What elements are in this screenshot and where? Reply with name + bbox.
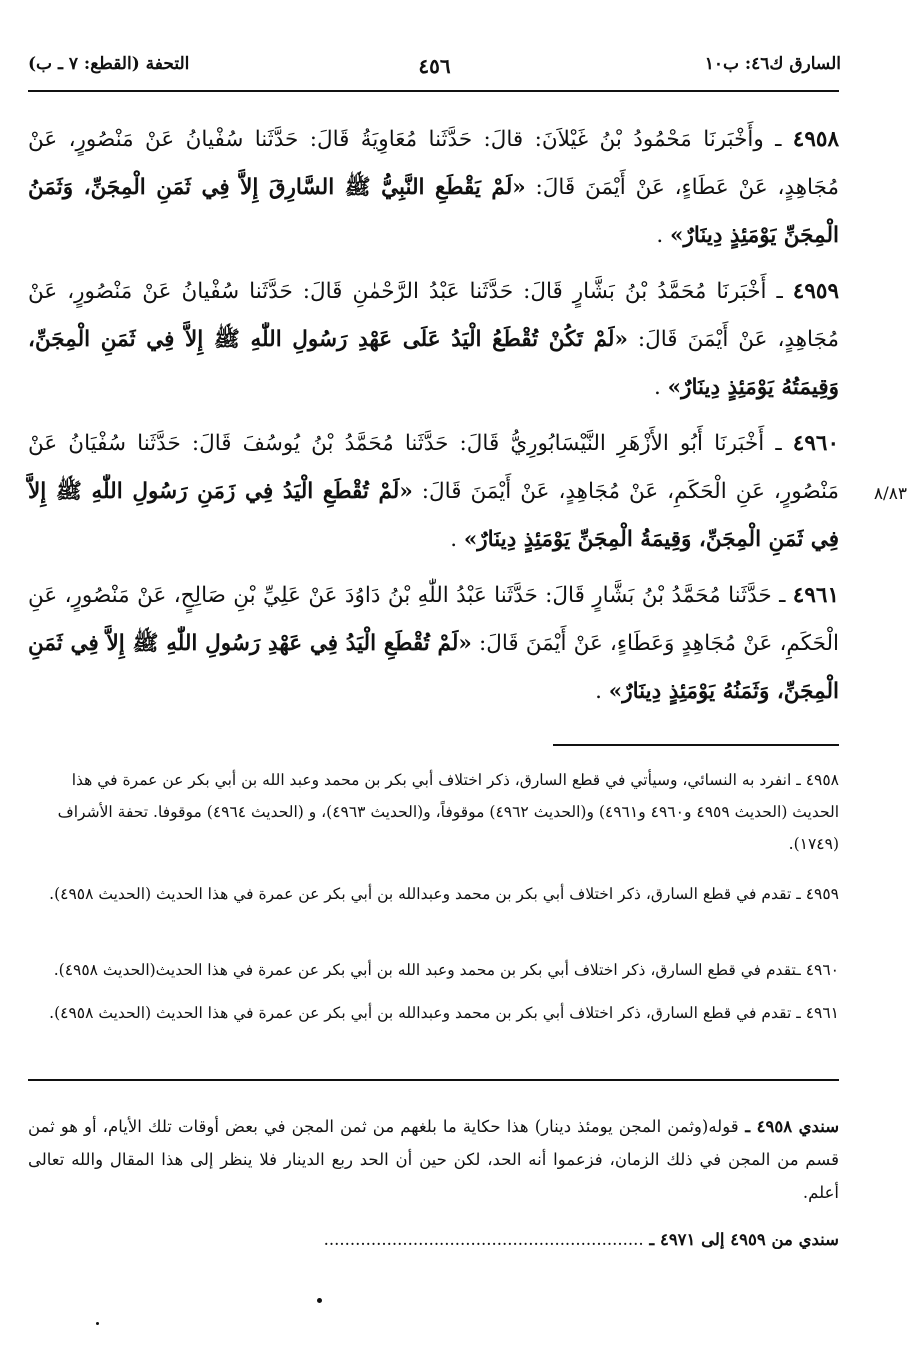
hadith-matn: «لَمْ يَقْطَعِ النَّبِيُّ ﷺ السَّارِقَ إِلاَّ فِي ثَمَنِ الْمِجَنِّ، وَثَمَنُ الْمِجَنِّ يَوْمَئِذٍ دِينَارٌ»: [28, 175, 839, 248]
footnote-separator: [553, 744, 839, 746]
hadith-isnad: ـ حَدَّثَنا مُحَمَّدُ بْنُ بَشَّارٍ قَالَ: حَدَّثَنا عَبْدُ اللّٰهِ بْنُ دَاوُدَ عَنْ عَلِيِّ بْنِ صَالِحٍ، عَنْ مَنْصُورٍ، عَنِ الْحَكَمِ، عَنْ مُجَاهِدٍ وَعَطَاءٍ، عَنْ أَيْمَنَ قَالَ:: [28, 583, 839, 656]
header-tuhfa-ref: التحفة (القطع: ٧ ـ ب): [28, 54, 190, 74]
hadith-number: ٤٩٥٨: [792, 127, 839, 152]
page-number: ٤٥٦: [418, 54, 451, 78]
header-chapter-ref: السارق ك٤٦: ب١٠: [704, 54, 841, 74]
footnote: ٤٩٥٩ ـ تقدم في قطع السارق، ذكر اختلاف أبي بكر بن محمد وعبدالله بن أبي بكر عن عمرة في هذا الحديث (الحديث ٤٩٥٨).: [49, 885, 839, 903]
footnote: ٤٩٥٨ ـ انفرد به النسائي، وسيأتي في قطع السارق، ذكر اختلاف أبي بكر بن محمد وعبد الله بن أبي بكر عن عمرة في هذا الحديث (الحديث ٤٩٥٩ و٤٩٦٠ و٤٩٦١) و(الحديث ٤٩٦٢) موقوفاً، و(الحديث ٤٩٦٣)، و (الحديث ٤٩٦٤) موقوفا. تحفة الأشراف (١٧٤٩).: [57, 771, 839, 853]
ink-speck: [96, 1322, 99, 1325]
sindi-range-label: سندي من ٤٩٥٩ إلى ٤٩٧١ ـ: [649, 1230, 839, 1249]
hadith-block: [28, 420, 839, 564]
commentary-separator: [28, 1079, 839, 1081]
dotted-leader: .............................................................: [323, 1230, 644, 1249]
hadith-matn: «لَمْ تُقْطَعِ الْيَدُ فِي زَمَنِ رَسُولِ اللّٰهِ ﷺ إِلاَّ فِي ثَمَنِ الْمِجَنِّ، وَقِيمَةُ الْمِجَنِّ يَوْمَئِذٍ دِينَارٌ»: [28, 479, 839, 552]
footnote: ٤٩٦١ ـ تقدم في قطع السارق، ذكر اختلاف أبي بكر بن محمد وعبدالله بن أبي بكر عن عمرة في هذا الحديث (الحديث ٤٩٥٨).: [49, 1004, 839, 1022]
hadith-end: .: [450, 527, 464, 552]
hadith-end: .: [595, 679, 609, 704]
hadith-number: ٤٩٥٩: [792, 279, 839, 304]
footnote: ٤٩٦٠ ـتقدم في قطع السارق، ذكر اختلاف أبي بكر بن محمد وعبد الله بن أبي بكر عن عمرة في هذا الحديث(الحديث ٤٩٥٨).: [53, 961, 839, 979]
sindi-text: قوله(وثمن المجن يومئذ دينار) هذا حكاية ما بلغهم من ثمن المجن في بعض أوقات تلك الأيام، أو هو ثمن قسم من المجن في ذلك الزمان، فزعموا أنه الحد، لكن حين أن الحد ربع الدينار فلا ينظر إلى هذا المقال والله تعالى أعلم.: [28, 1117, 839, 1202]
margin-volume-note: ٨/٨٣: [873, 484, 907, 504]
hadith-isnad: ـ وأَخْبَرنَا مَحْمُودُ بْنُ غَيْلاَنَ: قالَ: حَدَّثَنا مُعَاوِيَةُ قَالَ: حَدَّثَنا سُفْيانُ عَنْ مَنْصُورٍ، عَنْ مُجَاهِدٍ، عَنْ عَطَاءٍ، عَنْ أَيْمَنَ قَالَ:: [28, 127, 840, 200]
hadith-end: .: [653, 375, 668, 400]
sindi-commentary: [28, 1110, 839, 1209]
hadith-matn: «لَمْ تَكُنْ تُقْطَعُ الْيَدُ عَلَى عَهْدِ رَسُولِ اللّٰهِ ﷺ إِلاَّ فِي ثَمَنِ الْمِجَنِّ، وَقِيمَتُهُ يَوْمَئِذٍ دِينَارٌ»: [28, 327, 839, 400]
hadith-number: ٤٩٦١: [792, 583, 839, 608]
hadith-isnad: ـ أَخْبَرنَا مُحَمَّدُ بْنُ بَشَّارٍ قَالَ: حَدَّثَنا عَبْدُ الرَّحْمٰنِ قَالَ: حَدَّثَنا سُفْيانُ عَنْ مَنْصُورٍ، عَنْ مُجَاهِدٍ، عَنْ أَيْمَنَ قَالَ:: [28, 279, 839, 352]
hadith-isnad: ـ أَخْبَرنَا أَبُو الأَزْهَرِ النَّيْسَابُورِيُّ قَالَ: حَدَّثَنا مُحَمَّدُ بْنُ يُوسُفَ قَالَ: حَدَّثَنا سُفْيَانُ عَنْ مَنْصُورٍ، عَنِ الْحَكَمِ، عَنْ مُجَاهِدٍ، عَنْ أَيْمَنَ قَالَ:: [28, 431, 839, 504]
header-rule: [28, 90, 839, 92]
hadith-number: ٤٩٦٠: [792, 431, 839, 456]
hadith-block: [28, 268, 839, 412]
hadith-matn: «لَمْ تُقْطَعِ الْيَدُ فِي عَهْدِ رَسُولِ اللّٰهِ ﷺ إِلاَّ فِي ثَمَنِ الْمِجَنِّ، وَثَمَنُهُ يَوْمَئِذٍ دِينَارٌ»: [28, 631, 839, 704]
sindi-range-line: [40, 1230, 839, 1249]
hadith-block: [28, 116, 839, 260]
sindi-label: سندي ٤٩٥٨ ـ: [738, 1117, 840, 1136]
ink-speck: [317, 1298, 322, 1303]
hadith-end: .: [656, 223, 671, 248]
page-header: [28, 44, 841, 84]
hadith-block: [28, 572, 839, 716]
